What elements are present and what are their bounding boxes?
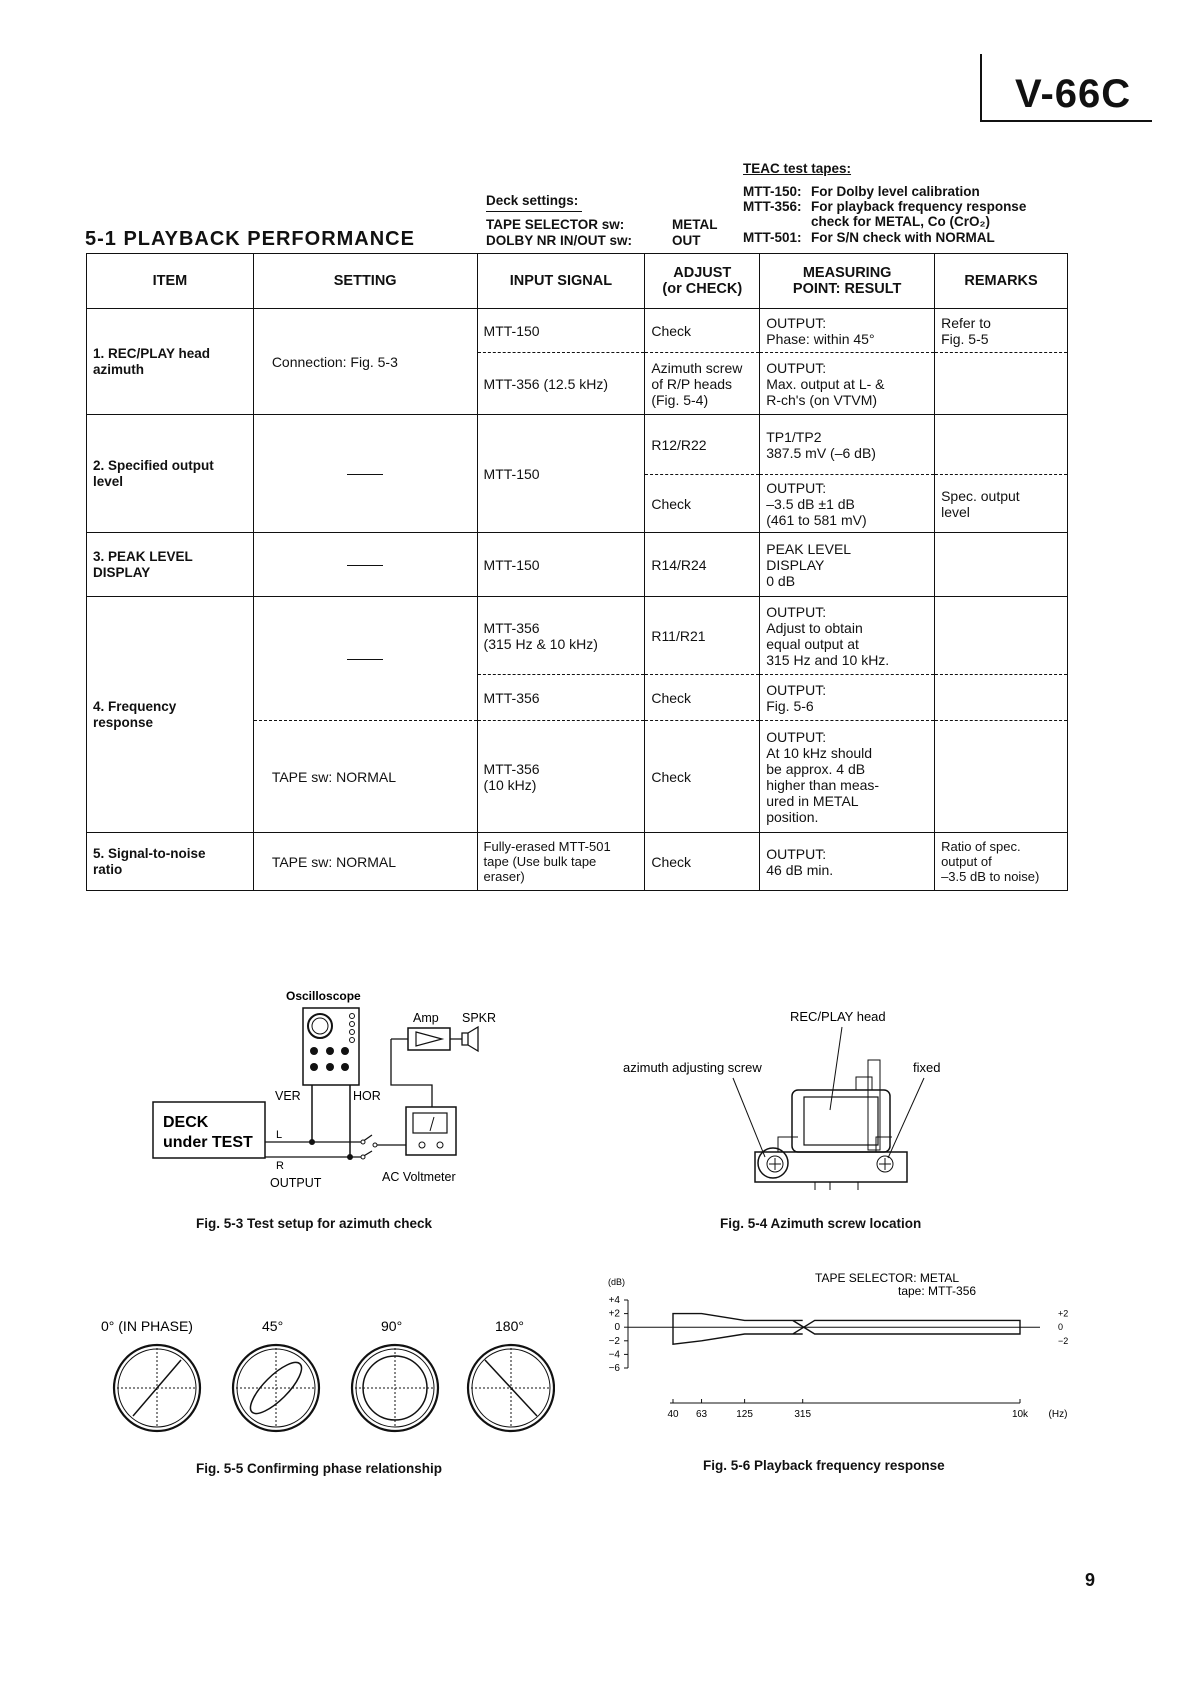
setting-cell: [253, 415, 477, 533]
result-cell: OUTPUT: Adjust to obtain equal output at 315 Hz and 10 kHz.: [760, 597, 935, 675]
head-body: [792, 1090, 890, 1152]
chart-tape-label: tape: MTT-356: [898, 1284, 977, 1298]
result-cell: OUTPUT: –3.5 dB ±1 dB (461 to 581 mV): [760, 475, 935, 533]
y-tick-label: +4: [608, 1295, 620, 1306]
voltmeter-label: AC Voltmeter: [382, 1170, 456, 1184]
deck-label-line1: DECK: [163, 1114, 209, 1131]
input-cell: MTT-150: [477, 415, 645, 533]
oscilloscope-knobs: [310, 1047, 349, 1071]
result-cell: OUTPUT: 46 dB min.: [760, 833, 935, 891]
input-cell: MTT-150: [477, 533, 645, 597]
x-tick-label: 63: [695, 1409, 708, 1420]
fixed-label: fixed: [913, 1060, 941, 1075]
header-remarks: REMARKS: [935, 254, 1068, 309]
fig-5-4-caption: Fig. 5-4 Azimuth screw location: [720, 1216, 922, 1231]
fig-5-6-chart: [600, 1265, 1070, 1440]
deck-setting-value-2: OUT: [672, 233, 701, 248]
item-cell: 5. Signal-to-noise ratio: [87, 833, 254, 891]
input-cell: MTT-356 (12.5 kHz): [477, 353, 645, 415]
deck-settings-title: Deck settings:: [486, 193, 579, 208]
header-item: ITEM: [87, 254, 254, 309]
r-label: R: [276, 1160, 284, 1172]
item-cell: 3. PEAK LEVEL DISPLAY: [87, 533, 254, 597]
chart-right-ticks: [1058, 1309, 1068, 1346]
chart-x-ticks: [667, 1399, 1067, 1420]
phase-circle-45: [233, 1345, 319, 1431]
adjust-cell: R11/R21: [645, 597, 760, 675]
item-cell: 4. Frequency response: [87, 597, 254, 833]
fig-5-5-caption: Fig. 5-5 Confirming phase relationship: [196, 1461, 443, 1476]
header-setting: SETTING: [253, 254, 477, 309]
test-tape-desc-1: For Dolby level calibration: [811, 184, 980, 199]
result-cell: OUTPUT: At 10 kHz should be approx. 4 dB higher than meas- ured in METAL position.: [760, 721, 935, 833]
fig-5-6-caption: Fig. 5-6 Playback frequency response: [703, 1458, 945, 1473]
chart-y-ticks: [609, 1295, 628, 1374]
adjust-cell: Check: [645, 721, 760, 833]
header-measuring-point: MEASURING POINT: RESULT: [760, 254, 935, 309]
phase-circle-90: [352, 1345, 438, 1431]
result-cell: OUTPUT: Max. output at L- & R-ch's (on VTVM): [760, 353, 935, 415]
setting-cell: TAPE sw: NORMAL: [253, 833, 477, 891]
y-tick-label: −2: [608, 1335, 620, 1347]
phase-circle-0: [114, 1345, 200, 1431]
test-tape-desc-2: For playback frequency response check for METAL, Co (CrO₂): [811, 199, 1027, 229]
remarks-cell: [935, 353, 1068, 415]
dash-mark: [347, 565, 383, 566]
header-adjust: ADJUST (or CHECK): [645, 254, 760, 309]
fig-5-3-caption: Fig. 5-3 Test setup for azimuth check: [196, 1216, 433, 1231]
model-number: V-66C: [1015, 72, 1132, 116]
table-row: [87, 415, 1068, 475]
page-number: 9: [1085, 1570, 1096, 1590]
input-cell: MTT-356: [477, 675, 645, 721]
series-upper-limit: [673, 1314, 1020, 1334]
speaker-icon: [450, 1027, 478, 1051]
remarks-cell: [935, 415, 1068, 475]
adjust-cell: R14/R24: [645, 533, 760, 597]
deck-setting-value-1: METAL: [672, 217, 718, 232]
right-tick-label: −2: [1058, 1335, 1069, 1346]
oscilloscope-label: Oscilloscope: [286, 989, 361, 1003]
setting-cell: TAPE sw: NORMAL: [253, 721, 477, 833]
remarks-cell: Refer to Fig. 5-5: [935, 309, 1068, 353]
input-cell: MTT-356 (315 Hz & 10 kHz): [477, 597, 645, 675]
chart-curves: [673, 1314, 1020, 1345]
remarks-cell: Spec. output level: [935, 475, 1068, 533]
output-label: OUTPUT: [270, 1176, 322, 1190]
result-cell: OUTPUT: Phase: within 45°: [760, 309, 935, 353]
setting-cell: Connection: Fig. 5-3: [253, 309, 477, 415]
remarks-cell: Ratio of spec. output of –3.5 dB to noise): [935, 833, 1068, 891]
y-tick-label: +2: [608, 1308, 620, 1320]
test-tapes-title: TEAC test tapes:: [743, 161, 852, 176]
remarks-cell: [935, 675, 1068, 721]
test-tape-2: MTT-356:: [743, 199, 802, 214]
test-tape-desc-3: For S/N check with NORMAL: [811, 230, 995, 245]
table-row: [87, 597, 1068, 675]
adjust-cell: Check: [645, 833, 760, 891]
y-tick-label: 0: [614, 1322, 620, 1334]
adjust-cell: Check: [645, 675, 760, 721]
table-row: [87, 309, 1068, 353]
result-cell: OUTPUT: Fig. 5-6: [760, 675, 935, 721]
item-cell: 2. Specified output level: [87, 415, 254, 533]
x-tick-label: 10k: [1011, 1409, 1029, 1420]
amp-label: Amp: [413, 1011, 439, 1025]
screw-label: azimuth adjusting screw: [623, 1060, 762, 1075]
adjust-cell: Check: [645, 475, 760, 533]
fig-5-5-diagram: [95, 1310, 555, 1435]
remarks-cell: [935, 721, 1068, 833]
dash-mark: [347, 659, 383, 660]
setting-cell: [253, 597, 477, 721]
l-label: L: [276, 1129, 283, 1141]
adjust-cell: Azimuth screw of R/P heads (Fig. 5-4): [645, 353, 760, 415]
header-input-signal: INPUT SIGNAL: [477, 254, 645, 309]
remarks-cell: [935, 533, 1068, 597]
fig-5-4-diagram: [620, 1005, 950, 1190]
spkr-label: SPKR: [462, 1011, 497, 1025]
hor-label: HOR: [353, 1089, 381, 1103]
fig-5-3-diagram: [150, 985, 530, 1200]
oscilloscope-screen-inner: [312, 1018, 328, 1034]
item-cell: 1. REC/PLAY head azimuth: [87, 309, 254, 415]
y-tick-label: −6: [608, 1363, 620, 1374]
section-title: 5-1 PLAYBACK PERFORMANCE: [85, 228, 415, 250]
oscilloscope-jacks: [350, 1014, 355, 1043]
x-tick-label: 125: [736, 1409, 753, 1420]
input-cell: MTT-150: [477, 309, 645, 353]
result-cell: PEAK LEVEL DISPLAY 0 dB: [760, 533, 935, 597]
table-header-row: [87, 254, 1068, 309]
test-tape-1: MTT-150:: [743, 184, 802, 199]
right-tick-label: +2: [1058, 1308, 1069, 1319]
phase-label-90: 90°: [381, 1318, 403, 1334]
chart-unit-label: (dB): [608, 1277, 626, 1287]
x-tick-label: 315: [794, 1409, 812, 1420]
result-cell: TP1/TP2 387.5 mV (–6 dB): [760, 415, 935, 475]
phase-label-0: 0° (IN PHASE): [101, 1318, 193, 1334]
phase-label-45: 45°: [262, 1318, 284, 1334]
setting-cell: [253, 533, 477, 597]
x-unit-label: (Hz): [1048, 1409, 1068, 1420]
chart-selector-label: TAPE SELECTOR: METAL: [815, 1271, 960, 1285]
deck-setting-label-2: DOLBY NR IN/OUT sw:: [486, 233, 633, 248]
input-cell: MTT-356 (10 kHz): [477, 721, 645, 833]
deck-setting-label-1: TAPE SELECTOR sw:: [486, 217, 625, 232]
playback-performance-table: [86, 253, 1068, 891]
table-row: [87, 833, 1068, 891]
phase-circle-180: [468, 1345, 554, 1431]
input-cell: Fully-erased MTT-501 tape (Use bulk tape eraser): [477, 833, 645, 891]
table-row: [87, 533, 1068, 597]
right-tick-label: 0: [1058, 1322, 1064, 1333]
ver-label: VER: [275, 1089, 301, 1103]
remarks-cell: [935, 597, 1068, 675]
deck-settings-underline: [486, 211, 582, 212]
adjust-cell: R12/R22: [645, 415, 760, 475]
deck-label-line2: under TEST: [163, 1134, 253, 1151]
head-label: REC/PLAY head: [790, 1009, 886, 1024]
adjust-cell: Check: [645, 309, 760, 353]
dash-mark: [347, 474, 383, 475]
test-tape-3: MTT-501:: [743, 230, 802, 245]
x-tick-label: 40: [667, 1409, 679, 1420]
y-tick-label: −4: [608, 1349, 620, 1361]
series-lower-limit: [673, 1320, 1020, 1344]
phase-label-180: 180°: [495, 1318, 524, 1334]
